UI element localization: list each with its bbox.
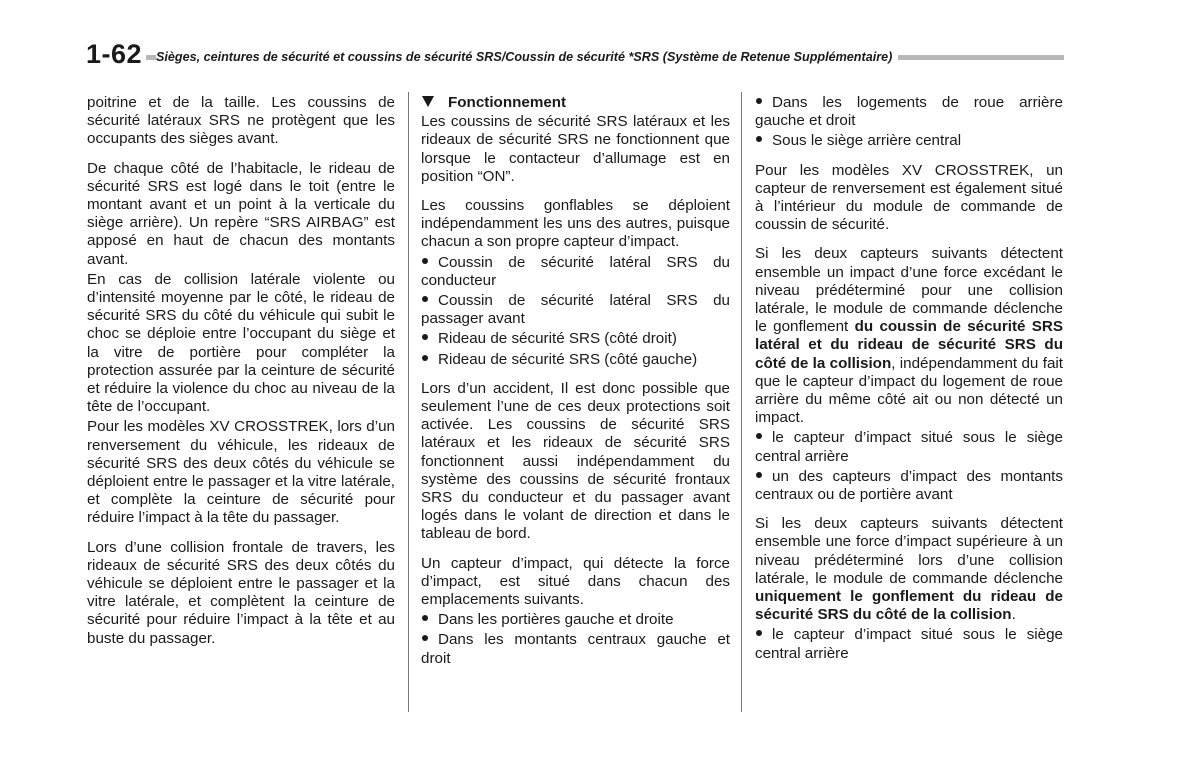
bullet-icon bbox=[756, 630, 762, 636]
bullet-list bbox=[755, 429, 1063, 504]
bullet-list bbox=[421, 254, 730, 369]
list-item: Coussin de sécurité latéral SRS du passager avant bbox=[421, 292, 730, 328]
paragraph: De chaque côté de l’habitacle, le rideau de sécurité SRS est logé dans le toit (entre le montant avant et un point à la verticale du siège arrière). Un repère “SRS AIRBAG” est apposé en haut de chacun des montants avant. bbox=[87, 159, 395, 268]
bullet-icon bbox=[756, 472, 762, 478]
list-item: un des capteurs d’impact des montants centraux ou de portière avant bbox=[755, 467, 1063, 504]
list-item: le capteur d’impact situé sous le siège central arrière bbox=[755, 429, 1063, 465]
bullet-icon bbox=[756, 98, 762, 104]
section-heading-label: Fonctionnement bbox=[448, 94, 567, 111]
paragraph: poitrine et de la taille. Les coussins de sécurité latéraux SRS ne protègent que les occupants des sièges avant. bbox=[87, 94, 395, 148]
page-header bbox=[86, 38, 1064, 70]
list-item: le capteur d’impact situé sous le siège central arrière bbox=[755, 626, 1063, 662]
column-3 bbox=[755, 94, 1063, 665]
section-heading bbox=[421, 94, 730, 112]
paragraph: Les coussins gonflables se déploient indépendamment les uns des autres, puisque chacun a son propre capteur d’impact. bbox=[421, 197, 730, 251]
emphasis: du coussin de sécurité SRS latéral et du rideau de sécurité SRS du côté de la collision bbox=[755, 318, 1063, 372]
column-1 bbox=[87, 94, 395, 659]
bullet-icon bbox=[756, 433, 762, 439]
paragraph: Lors d’un accident, Il est donc possible que seulement l’une de ces deux protections soit activée. Les coussins de sécurité SRS latéraux et les rideaux de sécurité SRS fonctionnent aussi indépendamment du système des coussins de sécurité frontaux SRS du conducteur et du passager avant logés dans le volant de direction et dans le tableau de bord. bbox=[421, 379, 730, 543]
list-item: Coussin de sécurité latéral SRS du conducteur bbox=[421, 253, 730, 289]
bullet-icon bbox=[422, 334, 428, 340]
list-item: Dans les logements de roue arrière gauche et droit bbox=[755, 94, 1063, 130]
bullet-icon bbox=[422, 635, 428, 641]
section-title: Sièges, ceintures de sécurité et coussins de sécurité SRS/Coussin de sécurité *SRS (Système de Retenue Supplémentaire) bbox=[156, 49, 898, 65]
list-item: Dans les montants centraux gauche et droit bbox=[421, 631, 730, 667]
paragraph: Un capteur d’impact, qui détecte la force d’impact, est situé dans chacun des emplacements suivants. bbox=[421, 554, 730, 609]
paragraph: Les coussins de sécurité SRS latéraux et les rideaux de sécurité SRS ne fonctionnent que lorsque le contacteur d’allumage est en position “ON”. bbox=[421, 113, 730, 185]
paragraph: Pour les modèles XV CROSSTREK, un capteur de renversement est également situé à l’intérieur du module de commande de coussin de sécurité. bbox=[755, 161, 1063, 234]
bullet-icon bbox=[422, 258, 428, 264]
list-item: Dans les portières gauche et droite bbox=[421, 611, 730, 629]
column-2 bbox=[421, 94, 730, 679]
list-item: Rideau de sécurité SRS (côté gauche) bbox=[421, 351, 730, 369]
bullet-icon bbox=[422, 296, 428, 302]
bullet-icon bbox=[422, 355, 428, 361]
paragraph: Lors d’une collision frontale de travers, les rideaux de sécurité SRS des deux côtés du véhicule se déploient entre le passager et la vitre latérale, et complètent la ceinture de sécurité pour réduire l’impact à la tête et au buste du passager. bbox=[87, 538, 395, 647]
paragraph: Pour les modèles XV CROSSTREK, lors d’un renversement du véhicule, les rideaux de sécurité SRS des deux côtés du véhicule se déploient entre le passager et la vitre latérale, et complète la ceinture de sécurité pour réduire l’impact à la tête du passager. bbox=[87, 418, 395, 527]
paragraph: Si les deux capteurs suivants détectent ensemble une force d’impact supérieure à un niveau prédéterminé lors d’une collision latérale, le module de commande déclenche uniquement le gonflement du rideau de sécurité SRS du côté de la collision. bbox=[755, 515, 1063, 624]
bullet-list bbox=[755, 94, 1063, 151]
paragraph: Si les deux capteurs suivants détectent ensemble un impact d’une force excédant le niveau prédéterminé pour une collision latérale, le module de commande déclenche le gonflement du coussin de sécurité SRS latéral et du rideau de sécurité SRS du côté de la collision, indépendamment du fait que le capteur d’impact du logement de roue arrière du même côté ait ou non détecté un impact. bbox=[755, 245, 1063, 427]
paragraph: En cas de collision latérale violente ou d’intensité moyenne par le côté, le rideau de sécurité SRS du côté du véhicule qui subit le choc se déploie entre l’occupant du siège et la vitre de portière pour compléter la protection assurée par la ceinture de sécurité et réduire la violence du choc au niveau de la tête de l’occupant. bbox=[87, 270, 395, 416]
bullet-list bbox=[421, 611, 730, 668]
triangle-down-icon bbox=[422, 96, 434, 107]
bullet-list bbox=[755, 626, 1063, 662]
list-item: Sous le siège arrière central bbox=[755, 132, 1063, 150]
page-number: 1-62 bbox=[86, 39, 143, 69]
emphasis: uniquement le gonflement du rideau de sécurité SRS du côté de la collision bbox=[755, 588, 1063, 624]
bullet-icon bbox=[756, 136, 762, 142]
column-divider-2 bbox=[741, 92, 742, 712]
column-divider-1 bbox=[408, 92, 409, 712]
bullet-icon bbox=[422, 615, 428, 621]
list-item: Rideau de sécurité SRS (côté droit) bbox=[421, 330, 730, 348]
